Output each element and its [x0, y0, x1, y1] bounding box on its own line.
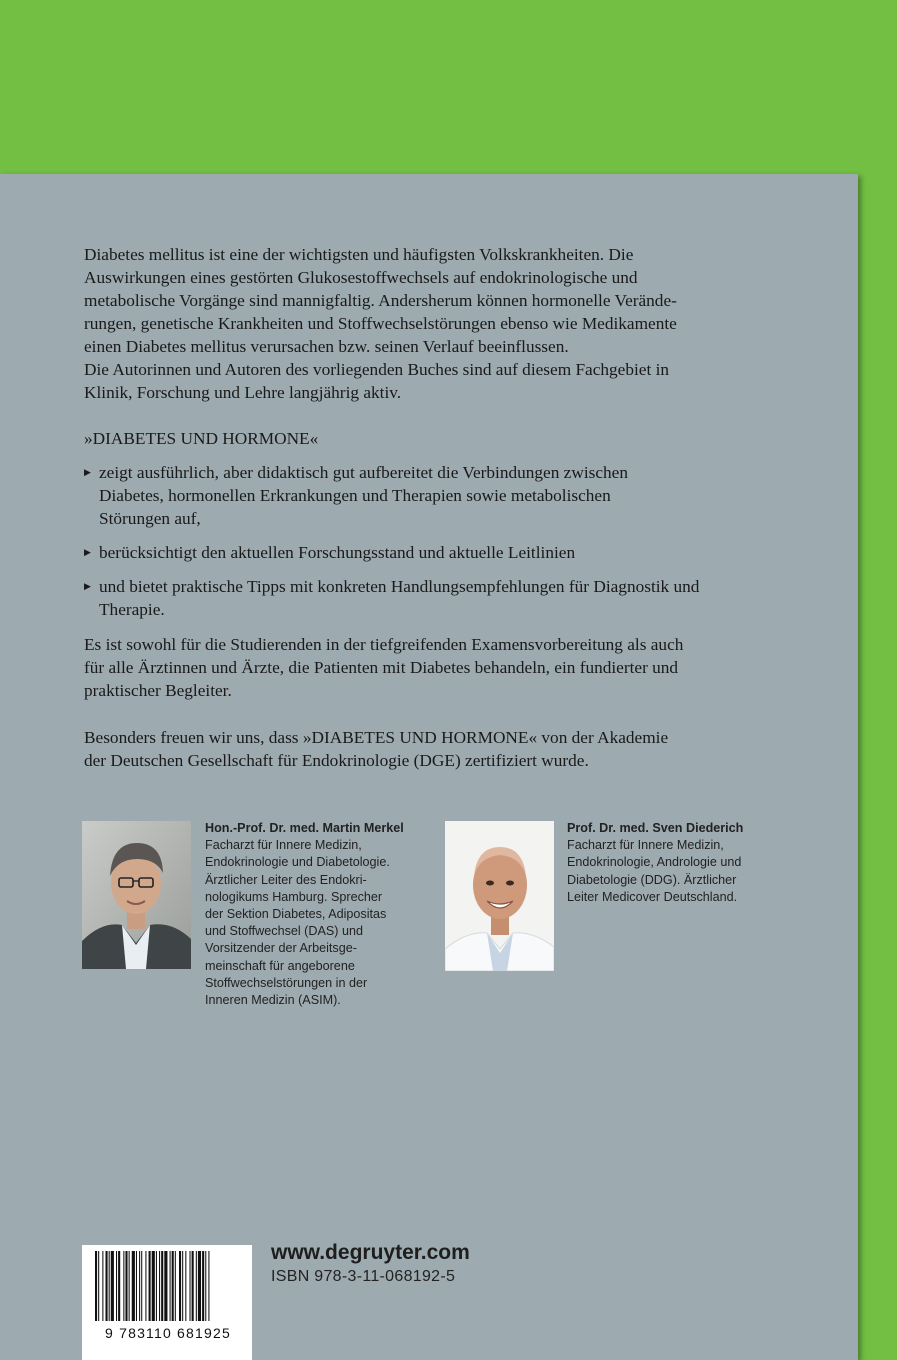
barcode-bar	[109, 1251, 110, 1321]
barcode-bar	[156, 1251, 157, 1321]
author-bio-merkel: Hon.-Prof. Dr. med. Martin Merkel Facharzt für Innere Medizin, Endokrinologie und Diabetologie. Ärztlicher Leiter des Endokri- nologikums Hamburg. Sprecher der Sektion Diabetes, Adipositas und Stoffwechsel (DAS) und Vorsitzender der Arbeitsge- meinschaft für angeborene Stoffwechselstörungen in der Inneren Medizin (ASIM).	[205, 820, 435, 1009]
barcode-bar	[205, 1251, 206, 1321]
barcode-bar	[172, 1251, 174, 1321]
barcode-bar	[161, 1251, 163, 1321]
author-photo-diederich	[445, 821, 554, 971]
bullet-arrow-icon: ▶	[84, 547, 91, 557]
intro-line: Diabetes mellitus ist eine der wichtigsten und häufigsten Volkskrankheiten. Die	[84, 245, 634, 264]
intro-line: Auswirkungen eines gestörten Glukosestoffwechsels auf endokrinologische und	[84, 268, 638, 287]
barcode-bar	[170, 1251, 171, 1321]
intro-line: rungen, genetische Krankheiten und Stoffwechselstörungen ebenso wie Medikamente	[84, 314, 677, 333]
barcode-bar	[149, 1251, 151, 1321]
barcode-bar	[179, 1251, 181, 1321]
barcode-bar	[185, 1251, 186, 1321]
barcode-bar	[116, 1251, 117, 1321]
barcode-bar	[192, 1251, 194, 1321]
intro-line: Die Autorinnen und Autoren des vorliegenden Buches sind auf diesem Fachgebiet in	[84, 360, 670, 379]
series-title: »DIABETES UND HORMONE«	[84, 429, 319, 448]
barcode-bar	[95, 1251, 97, 1321]
barcode-bar	[198, 1251, 201, 1321]
barcode-bars	[82, 1245, 252, 1325]
barcode-bar	[175, 1251, 176, 1321]
feature-item: ▶ zeigt ausführlich, aber didaktisch gut aufbereitet die Verbindungen zwischen Diabetes, hormonellen Erkrankungen und Therapien sowie metabolischen Störungen auf,	[84, 463, 628, 528]
barcode-bar	[132, 1251, 135, 1321]
feature-list	[84, 461, 804, 632]
barcode-bar	[136, 1251, 137, 1321]
isbn-barcode	[82, 1245, 252, 1360]
barcode-bar	[111, 1251, 114, 1321]
intro-line: einen Diabetes mellitus verursachen bzw. seinen Verlauf beeinflussen.	[84, 337, 569, 356]
intro-line: metabolische Vorgänge sind mannigfaltig. Andersherum können hormonelle Verände-	[84, 291, 677, 310]
bullet-arrow-icon: ▶	[84, 581, 91, 591]
barcode-bar	[102, 1251, 103, 1321]
author-name: Hon.-Prof. Dr. med. Martin Merkel	[205, 821, 404, 835]
barcode-bar	[196, 1251, 197, 1321]
bullet-arrow-icon: ▶	[84, 467, 91, 477]
barcode-bar	[98, 1251, 99, 1321]
barcode-bar	[129, 1251, 130, 1321]
intro-text	[84, 243, 784, 404]
author-name: Prof. Dr. med. Sven Diederich	[567, 821, 744, 835]
feature-item: ▶ berücksichtigt den aktuellen Forschungsstand und aktuelle Leitlinien	[84, 543, 576, 562]
publisher-url[interactable]: www.degruyter.com	[271, 1241, 470, 1264]
barcode-bar	[159, 1251, 160, 1321]
barcode-bar	[152, 1251, 155, 1321]
barcode-bar	[164, 1251, 167, 1321]
barcode-bar	[125, 1251, 127, 1321]
barcode-bar	[123, 1251, 124, 1321]
barcode-bar	[208, 1251, 209, 1321]
barcode-bar	[190, 1251, 191, 1321]
certification-text: Besonders freuen wir uns, dass »DIABETES UND HORMONE« von der Akademie der Deutschen Gesellschaft für Endokrinologie (DGE) zertifiziert wurde.	[84, 728, 669, 770]
author-photo-merkel	[82, 821, 191, 969]
author-bio-diederich: Prof. Dr. med. Sven Diederich Facharzt für Innere Medizin, Endokrinologie, Andrologie und Diabetologie (DDG). Ärztlicher Leiter Medicover Deutschland.	[567, 820, 797, 906]
barcode-bar	[106, 1251, 108, 1321]
barcode-bar	[182, 1251, 183, 1321]
barcode-bar	[139, 1251, 140, 1321]
audience-text: Es ist sowohl für die Studierenden in der tiefgreifenden Examensvorbereitung als auch für alle Ärztinnen und Ärzte, die Patienten mit Diabetes behandeln, ein fundierter und praktischer Begleiter.	[84, 635, 684, 700]
barcode-bar	[141, 1251, 142, 1321]
barcode-digits: 9 783110 681925	[105, 1325, 231, 1341]
isbn-number: ISBN 978-3-11-068192-5	[271, 1268, 456, 1285]
barcode-bar	[145, 1251, 146, 1321]
barcode-bar	[118, 1251, 120, 1321]
intro-line: Klinik, Forschung und Lehre langjährig aktiv.	[84, 383, 402, 402]
barcode-bar	[202, 1251, 204, 1321]
feature-item: ▶ und bietet praktische Tipps mit konkreten Handlungsempfehlungen für Diagnostik und Therapie.	[84, 577, 700, 619]
